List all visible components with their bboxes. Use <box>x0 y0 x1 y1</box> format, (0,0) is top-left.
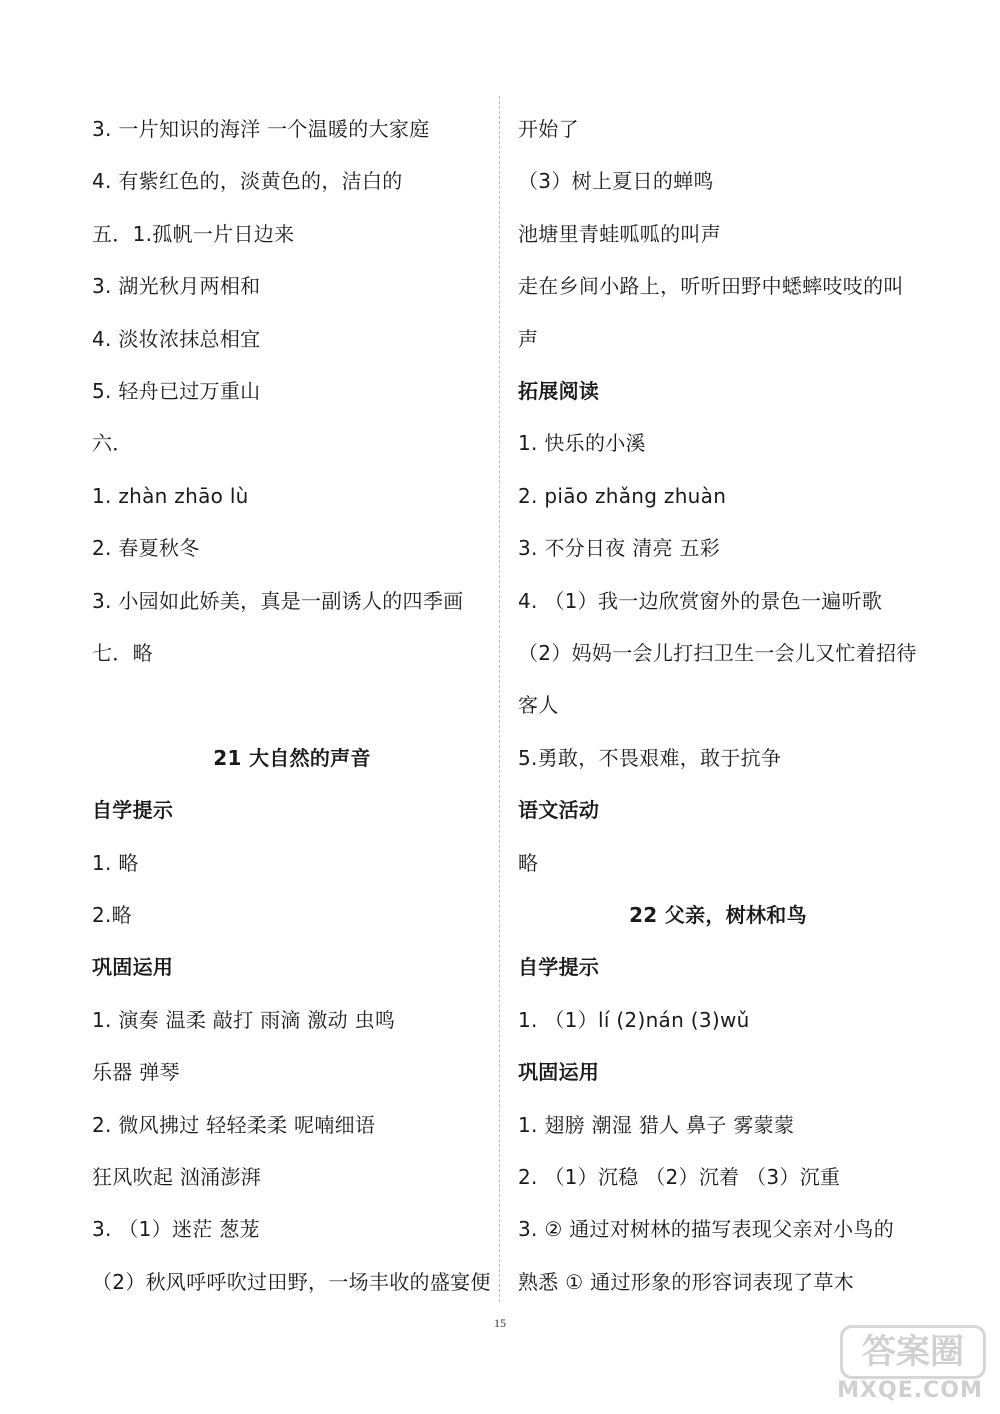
section-heading: 巩固运用 <box>92 955 174 980</box>
answer-line: 5. 轻舟已过万重山 <box>92 379 261 403</box>
section-heading: 拓展阅读 <box>518 379 600 403</box>
answer-line: 4. 有紫红色的，淡黄色的，洁白的 <box>92 169 403 194</box>
answer-line: （2）妈妈一会儿打扫卫生一会儿又忙着招待 <box>518 641 917 665</box>
answer-line: 2. 微风拂过 轻轻柔柔 呢喃细语 <box>92 1112 376 1137</box>
section-heading: 自学提示 <box>518 955 600 980</box>
answer-line: 1. 翅膀 潮湿 猎人 鼻子 雾蒙蒙 <box>518 1112 795 1137</box>
answer-line: 1. zhàn zhāo lù <box>92 483 249 508</box>
answer-line: 5.勇敢，不畏艰难，敢于抗争 <box>518 745 782 770</box>
section-heading: 21 大自然的声音 <box>213 745 371 770</box>
answer-line: 七．略 <box>92 641 153 665</box>
answer-line: 3. 小园如此娇美，真是一副诱人的四季画 <box>92 588 464 613</box>
answer-line: 3. 一片知识的海洋 一个温暖的大家庭 <box>92 117 430 141</box>
answer-line: 1. 略 <box>92 850 139 875</box>
answer-line: 2. （1）沉稳 （2）沉着 （3）沉重 <box>518 1165 841 1189</box>
answer-line: 走在乡间小路上，听听田野中蟋蟀吱吱的叫 <box>518 274 904 299</box>
answer-line: 4. 淡妆浓抹总相宜 <box>92 326 261 351</box>
answer-line: 池塘里青蛙呱呱的叫声 <box>518 221 721 246</box>
answer-line: 3. （1）迷茫 葱茏 <box>92 1217 260 1242</box>
section-heading: 22 父亲，树林和鸟 <box>629 903 807 927</box>
answer-line: 2. piāo zhǎng zhuàn <box>518 483 727 508</box>
section-heading: 语文活动 <box>518 798 600 823</box>
answer-line: （2）秋风呼呼吹过田野，一场丰收的盛宴便 <box>92 1269 491 1294</box>
answer-line: （3）树上夏日的蝉鸣 <box>518 169 714 194</box>
answer-line: 2. 春夏秋冬 <box>92 536 200 561</box>
watermark-logo: 答案圈 <box>840 1325 986 1379</box>
answer-line: 乐器 弹琴 <box>92 1060 180 1085</box>
answer-line: 略 <box>518 850 539 875</box>
answer-line: 六． <box>92 431 133 456</box>
answer-line: 客人 <box>518 693 559 718</box>
answer-line: 狂风吹起 汹涌澎湃 <box>92 1165 262 1189</box>
answer-line: 声 <box>518 326 539 351</box>
page-number: 15 <box>494 1316 506 1330</box>
section-heading: 自学提示 <box>92 798 174 823</box>
column-divider <box>499 96 500 1302</box>
answer-line: 3. 不分日夜 清亮 五彩 <box>518 536 721 561</box>
answer-line: 4. （1）我一边欣赏窗外的景色一遍听歌 <box>518 588 883 613</box>
answer-line: 3. ② 通过对树林的描写表现父亲对小鸟的 <box>518 1217 895 1242</box>
answer-line: 3. 湖光秋月两相和 <box>92 274 261 299</box>
answer-line: 熟悉 ① 通过形象的形容词表现了草木 <box>518 1269 855 1294</box>
answer-line: 五．1.孤帆一片日边来 <box>92 221 295 246</box>
answer-line: 1. 快乐的小溪 <box>518 431 646 456</box>
answer-line: 1. （1）lí (2)nán (3)wǔ <box>518 1007 750 1032</box>
watermark-url: MXQE.COM <box>837 1378 983 1403</box>
section-heading: 巩固运用 <box>518 1060 600 1085</box>
answer-line: 开始了 <box>518 117 579 141</box>
answer-line: 1. 演奏 温柔 敲打 雨滴 激动 虫鸣 <box>92 1007 396 1032</box>
answer-line: 2.略 <box>92 903 132 927</box>
